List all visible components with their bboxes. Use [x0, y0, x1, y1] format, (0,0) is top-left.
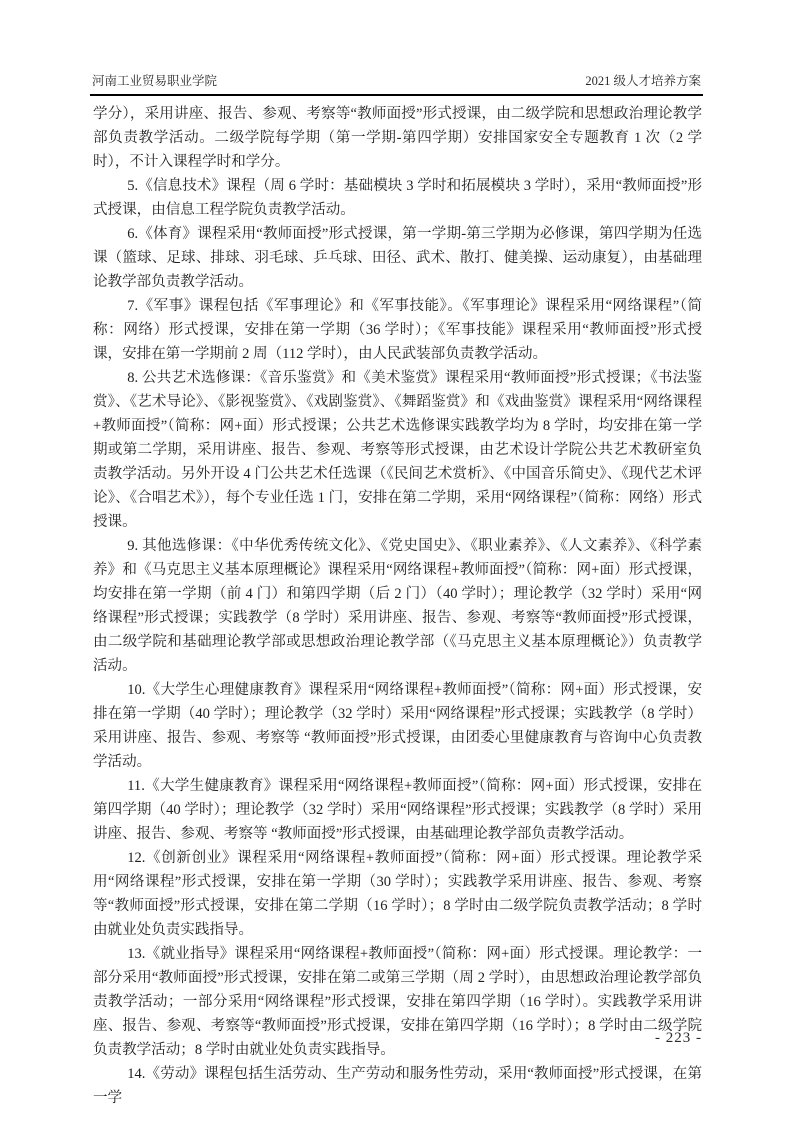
paragraph: 8. 公共艺术选修课：《音乐鉴赏》和《美术鉴赏》课程采用“教师面授”形式授课；《书法鉴赏》、《艺术导论》、《影视鉴赏》、《戏剧鉴赏》、《舞蹈鉴赏》和《戏曲鉴赏》课程采用“网络课程+教师面授”（简称：网+面）形式授课；公共艺术选修课实践教学均为 8 学时，均安排在第一学期或第二学期，采用讲座、报告、参观、考察等形式授课，由艺术设计学院公共艺术教研室负责教学活动。另外开设 4 门公共艺术任选课（《民间艺术赏析》、《中国音乐简史》、《现代艺术评论》、《合唱艺术》），每个专业任选 1 门，安排在第二学期，采用“网络课程”（简称：网络）形式授课。: [93, 370, 702, 530]
paragraph: 13.《就业指导》课程采用“网络课程+教师面授”（简称：网+面）形式授课。理论教学：一部分采用“教师面授”形式授课，安排在第二或第三学期（周 2 学时），由思想政治理论教学部负责教学活动；一部分采用“网络课程”形式授课，安排在第四学期（16 学时）。实践教学采用讲座、报告、参观、考察等“教师面授”形式授课，安排在第四学期（16 学时）；8 学时由二级学院负责教学活动；8 学时由就业处负责实践指导。: [93, 946, 702, 1058]
header-doc-title: 2021 级人才培养方案: [585, 74, 701, 88]
paragraph: 12.《创新创业》课程采用“网络课程+教师面授”（简称：网+面）形式授课。理论教学采用“网络课程”形式授课，安排在第一学期（30 学时）；实践教学采用讲座、报告、参观、考察等“教师面授”形式授课，安排在第二学期（16 学时）；8 学时由二级学院负责教学活动；8 学时由就业处负责实践指导。: [93, 850, 702, 938]
paragraph: 9. 其他选修课：《中华优秀传统文化》、《党史国史》、《职业素养》、《人文素养》、《科学素养》和《马克思主义基本原理概论》课程采用“网络课程+教师面授”（简称：网+面）形式授课，均安排在第一学期（前 4 门）和第四学期（后 2 门）（40 学时）；理论教学（32 学时）采用“网络课程”形式授课；实践教学（8 学时）采用讲座、报告、参观、考察等“教师面授”形式授课，由二级学院和基础理论教学部或思想政治理论教学部（《马克思主义基本原理概论》）负责教学活动。: [93, 538, 702, 674]
page-header: [92, 74, 701, 89]
paragraph: 学分），采用讲座、报告、参观、考察等“教师面授”形式授课，由二级学院和思想政治理论教学部负责教学活动。二级学院每学期（第一学期-第四学期）安排国家安全专题教育 1 次（2 学时），不计入课程学时和学分。: [93, 106, 702, 170]
header-rule: [90, 94, 703, 96]
paragraph: 7.《军事》课程包括《军事理论》和《军事技能》。《军事理论》课程采用“网络课程”（简称：网络）形式授课，安排在第一学期（36 学时）；《军事技能》课程采用“教师面授”形式授课，安排在第一学期前 2 周（112 学时），由人民武装部负责教学活动。: [93, 298, 702, 362]
paragraph: 6.《体育》课程采用“教师面授”形式授课，第一学期-第三学期为必修课，第四学期为任选课（篮球、足球、排球、羽毛球、乒乓球、田径、武术、散打、健美操、运动康复），由基础理论教学部负责教学活动。: [93, 226, 702, 290]
document-body: [93, 102, 702, 1110]
paragraph: 10.《大学生心理健康教育》课程采用“网络课程+教师面授”（简称：网+面）形式授课，安排在第一学期（40 学时）；理论教学（32 学时）采用“网络课程”形式授课；实践教学（8 学时）采用讲座、报告、参观、考察等 “教师面授”形式授课，由团委心里健康教育与咨询中心负责教学活动。: [93, 682, 702, 770]
header-school-name: 河南工业贸易职业学院: [92, 74, 218, 88]
page-footer: [93, 1030, 702, 1047]
page-number: - 223 -: [655, 1030, 702, 1046]
paragraph: 11.《大学生健康教育》课程采用“网络课程+教师面授”（简称：网+面）形式授课，安排在第四学期（40 学时）；理论教学（32 学时）采用“网络课程”形式授课；实践教学（8 学时）采用讲座、报告、参观、考察等 “教师面授”形式授课，由基础理论教学部负责教学活动。: [93, 778, 702, 842]
paragraph: 14.《劳动》课程包括生活劳动、生产劳动和服务性劳动，采用“教师面授”形式授课，在第一学: [93, 1066, 702, 1106]
paragraph: 5.《信息技术》课程（周 6 学时：基础模块 3 学时和拓展模块 3 学时），采用“教师面授”形式授课，由信息工程学院负责教学活动。: [93, 178, 702, 218]
